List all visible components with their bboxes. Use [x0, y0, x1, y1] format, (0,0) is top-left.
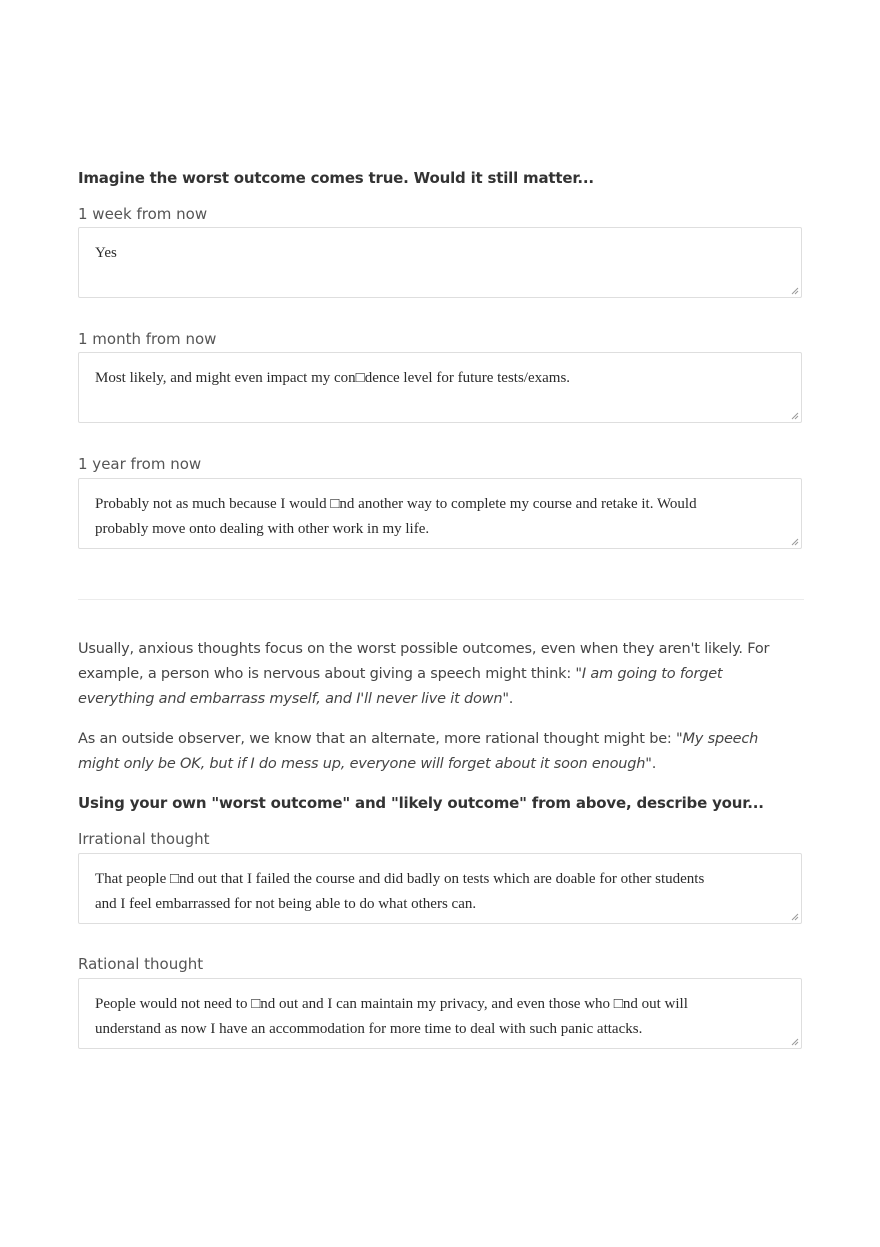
intro-quote-end: ". — [502, 691, 514, 707]
resize-handle-icon[interactable] — [790, 286, 799, 295]
label-1-month: 1 month from now — [78, 330, 217, 348]
observer-text: As an outside observer, we know that an alternate, more rational thought might be: " — [78, 731, 683, 747]
observer-quote-end: ". — [645, 756, 657, 772]
textarea-1-year-value: Probably not as much because I would □nd another way to complete my course and retake it. Would probably move onto dealing with other work in my life. — [95, 496, 697, 537]
resize-handle-icon[interactable] — [790, 411, 799, 420]
label-1-week: 1 week from now — [78, 205, 208, 223]
observer-quote: My speech might only be OK, but if I do mess up, everyone will forget about it soon enough — [78, 731, 759, 772]
intro-quote: I am going to forget everything and embarrass myself, and I'll never live it down — [78, 666, 723, 707]
label-1-year: 1 year from now — [78, 455, 202, 473]
worst-outcome-heading: Imagine the worst outcome comes true. Would it still matter... — [78, 169, 594, 187]
label-rational-thought: Rational thought — [78, 955, 204, 973]
textarea-1-month-value: Most likely, and might even impact my con□dence level for future tests/exams. — [95, 370, 571, 386]
label-irrational-thought: Irrational thought — [78, 830, 210, 848]
resize-handle-icon[interactable] — [790, 537, 799, 546]
describe-heading: Using your own "worst outcome" and "likely outcome" from above, describe your... — [78, 794, 764, 812]
textarea-1-year[interactable] — [78, 478, 802, 549]
section-divider — [78, 599, 804, 600]
observer-paragraph — [78, 727, 794, 777]
textarea-rational-thought[interactable] — [78, 978, 802, 1049]
intro-text: Usually, anxious thoughts focus on the worst possible outcomes, even when they aren't likely. For example, a person who is nervous about giving a speech might think: " — [78, 641, 770, 682]
textarea-irrational-value: That people □nd out that I failed the course and did badly on tests which are doable for other students and I feel embarrassed for not being able to do what others can. — [95, 871, 705, 912]
textarea-irrational-thought[interactable] — [78, 853, 802, 924]
resize-handle-icon[interactable] — [790, 1037, 799, 1046]
textarea-rational-value: People would not need to □nd out and I can maintain my privacy, and even those who □nd out will understand as now I have an accommodation for more time to deal with such panic attacks. — [95, 996, 688, 1037]
intro-paragraph — [78, 637, 794, 712]
resize-handle-icon[interactable] — [790, 912, 799, 921]
textarea-1-week-value: Yes — [95, 245, 117, 261]
textarea-1-week[interactable] — [78, 227, 802, 298]
textarea-1-month[interactable] — [78, 352, 802, 423]
